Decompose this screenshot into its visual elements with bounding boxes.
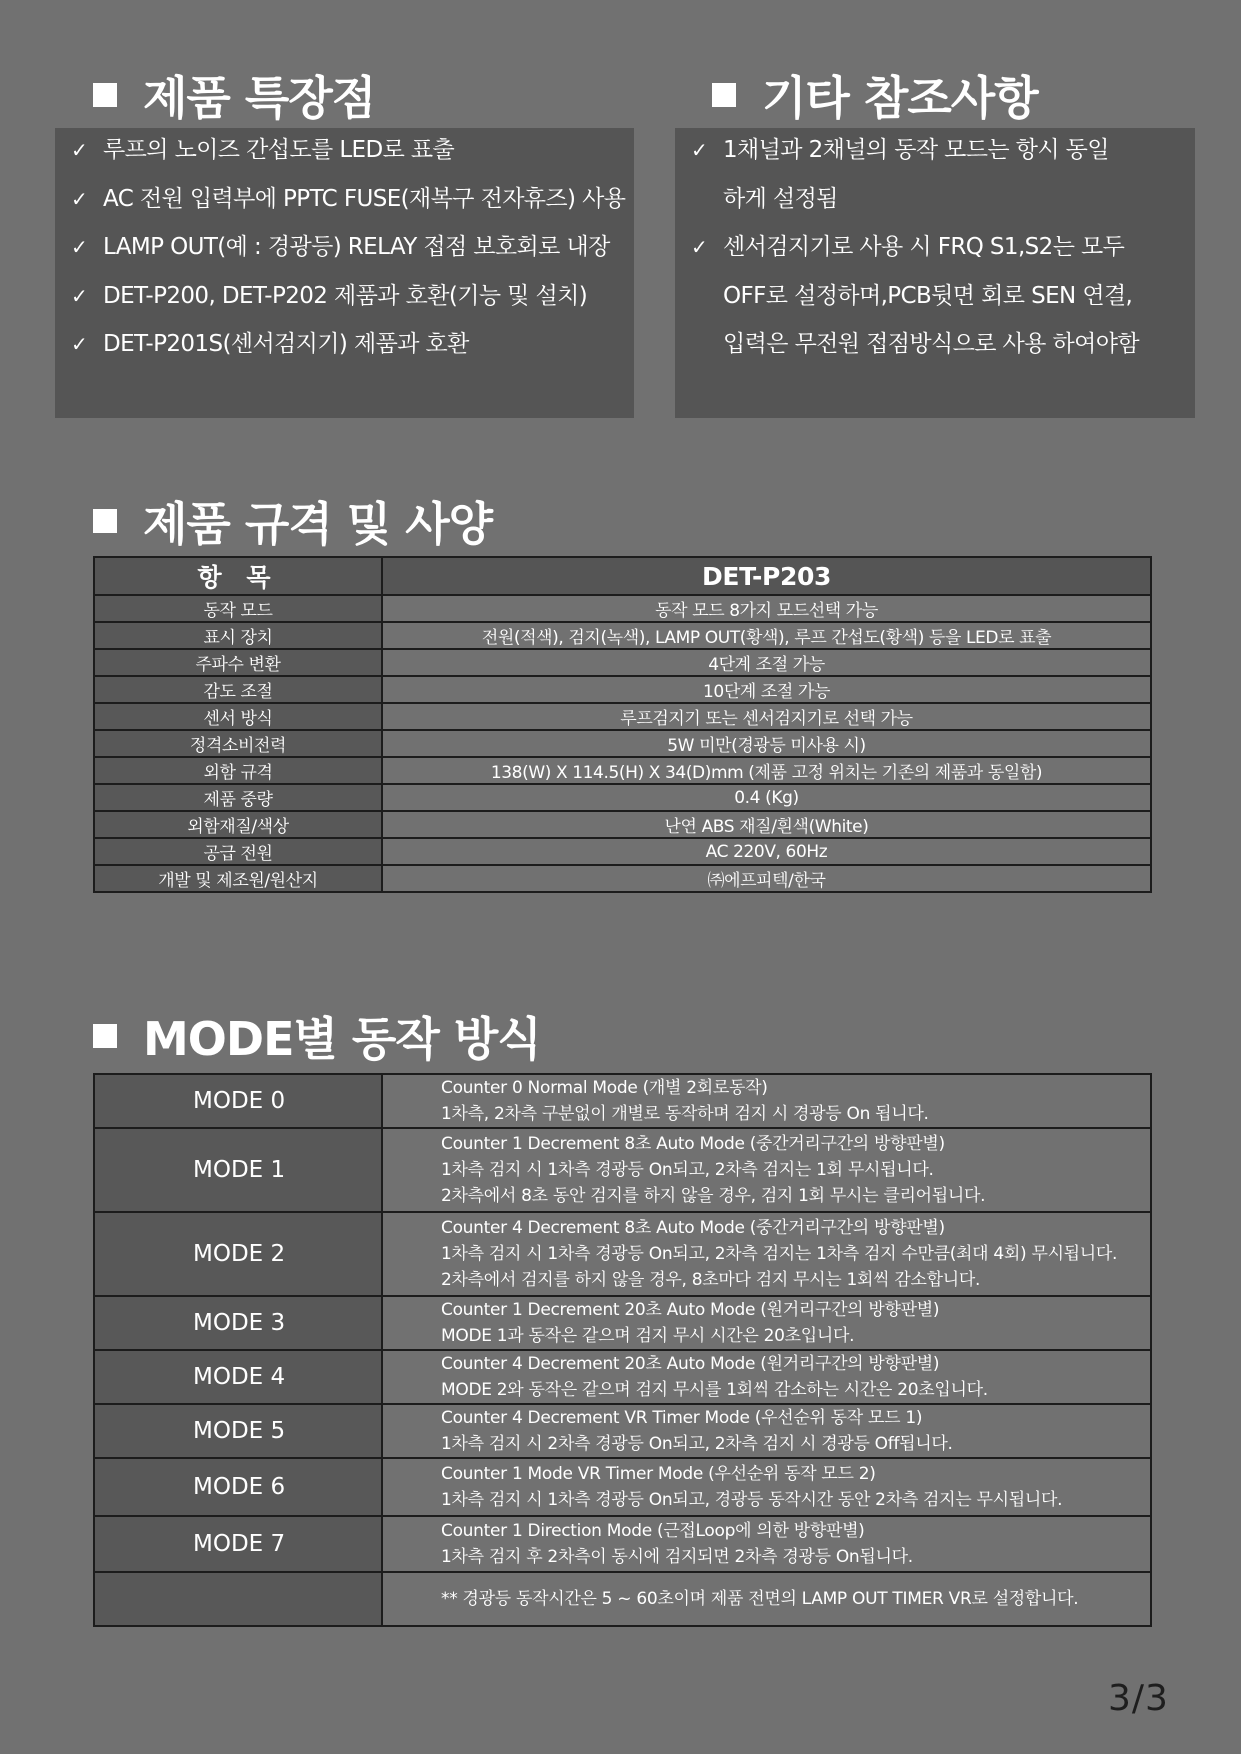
specs-value: 난연 ABS 재질/흰색(White) [382,811,1151,838]
feature-text: DET-P200, DET-P202 제품과 호환(기능 및 설치) [103,282,588,309]
mode-description-line: Counter 4 Decrement VR Timer Mode (우선순위 동작 모드 1) [441,1408,923,1428]
features-title: 제품 특장점 [143,71,376,125]
mode-row [94,1458,1151,1516]
specs-row [94,865,1151,892]
check-icon: ✓ [71,235,88,259]
specs-row [94,595,1151,622]
mode-label: MODE 0 [94,1074,382,1128]
mode-label: MODE 6 [94,1458,382,1516]
mode-description-line: Counter 1 Decrement 20초 Auto Mode (원거리구간의 방향판별) [441,1300,940,1320]
mode-description-line: ** 경광등 동작시간은 5 ~ 60초이며 제품 전면의 LAMP OUT TIMER VR로 설정합니다. [441,1589,1079,1609]
mode-description [382,1128,1151,1212]
mode-description-line: 1차측 검지 시 1차측 경광등 On되고, 2차측 검지는 1회 무시됩니다. [441,1160,934,1180]
mode-label: MODE 1 [94,1128,382,1212]
specs-header-label: 항 목 [94,557,382,595]
check-icon: ✓ [71,283,88,308]
mode-description-line: 1차측 검지 시 2차측 경광등 On되고, 2차측 검지 시 경광등 Off됩니다. [441,1434,953,1454]
specs-value: 루프검지기 또는 센서검지기로 선택 가능 [382,703,1151,730]
mode-description-line: 2차측에서 8초 동안 검지를 하지 않을 경우, 검지 1회 무시는 클리어됩니다. [441,1186,986,1206]
mode-label: MODE 2 [94,1212,382,1296]
mode-description [382,1516,1151,1572]
mode-label: MODE 5 [94,1404,382,1458]
square-bullet-icon [93,1024,117,1048]
mode-label [94,1572,382,1626]
mode-label: MODE 4 [94,1350,382,1404]
specs-label: 외함 규격 [94,757,382,784]
specs-label: 제품 중량 [94,784,382,811]
mode-description-line: 1차측 검지 시 1차측 경광등 On되고, 경광등 동작시간 동안 2차측 검지는 무시됩니다. [441,1490,1063,1510]
mode-description-line: Counter 1 Direction Mode (근접Loop에 의한 방향판별) [441,1521,865,1541]
mode-row [94,1516,1151,1572]
mode-description-line: 2차측에서 검지를 하지 않을 경우, 8초마다 검지 무시는 1회씩 감소합니다. [441,1270,981,1290]
modes-table [93,1073,1152,1627]
check-icon: ✓ [71,138,88,162]
specs-header-value: DET-P203 [382,557,1151,595]
specs-row [94,730,1151,757]
specs-label: 표시 장치 [94,622,382,649]
specs-label: 외함재질/색상 [94,811,382,838]
mode-description-line: MODE 1과 동작은 같으며 검지 무시 시간은 20초입니다. [441,1326,855,1346]
specs-label: 동작 모드 [94,595,382,622]
mode-description-line: Counter 4 Decrement 20초 Auto Mode (원거리구간의 방향판별) [441,1354,940,1374]
features-heading [93,62,375,128]
mode-description [382,1572,1151,1626]
mode-description-line: 1차측 검지 후 2차측이 동시에 검지되면 2차측 경광등 On됩니다. [441,1547,913,1567]
notes-heading [712,62,1038,128]
specs-label: 공급 전원 [94,838,382,865]
mode-description-line: Counter 1 Decrement 8초 Auto Mode (중간거리구간의 방향판별) [441,1134,945,1154]
specs-value: 5W 미만(경광등 미사용 시) [382,730,1151,757]
mode-description-line: Counter 0 Normal Mode (개별 2회로동작) [441,1078,768,1098]
specs-title: 제품 규격 및 사양 [143,497,493,551]
notes-title: 기타 참조사항 [762,71,1038,125]
feature-text: LAMP OUT(예 : 경광등) RELAY 접점 보호회로 내장 [103,234,610,260]
specs-header-row [94,557,1151,595]
specs-value: ㈜에프피텍/한국 [382,865,1151,892]
specs-label: 센서 방식 [94,703,382,730]
mode-description-line: 1차측 검지 시 1차측 경광등 On되고, 2차측 검지는 1차측 검지 수만큼(최대 4회) 무시됩니다. [441,1244,1118,1264]
mode-row [94,1296,1151,1350]
specs-value: 0.4 (Kg) [382,784,1151,811]
mode-description [382,1458,1151,1516]
check-icon: ✓ [691,235,708,259]
mode-row [94,1074,1151,1128]
specs-table [93,556,1152,893]
feature-text: DET-P201S(센서검지기) 제품과 호환 [103,331,469,357]
check-icon: ✓ [71,186,88,211]
note-text: 1채널과 2채널의 동작 모드는 항시 동일 [723,137,1109,163]
modes-heading [93,1003,541,1069]
specs-row [94,703,1151,730]
mode-description [382,1212,1151,1296]
specs-row [94,811,1151,838]
specs-heading [93,488,492,554]
specs-value: 전원(적색), 검지(녹색), LAMP OUT(황색), 루프 간섭도(황색) 등을 LED로 표출 [382,622,1151,649]
mode-row [94,1404,1151,1458]
specs-value: 10단계 조절 가능 [382,676,1151,703]
square-bullet-icon [93,509,117,533]
specs-label: 감도 조절 [94,676,382,703]
mode-row [94,1212,1151,1296]
note-text: 센서검지기로 사용 시 FRQ S1,S2는 모두 [723,234,1125,260]
specs-value: 동작 모드 8가지 모드선택 가능 [382,595,1151,622]
square-bullet-icon [712,83,736,107]
specs-value: 138(W) X 114.5(H) X 34(D)mm (제품 고정 위치는 기존의 제품과 동일함) [382,757,1151,784]
specs-row [94,838,1151,865]
note-text: 하게 설정됨 [723,185,838,212]
notes-box [675,128,1195,418]
check-icon: ✓ [691,138,708,162]
specs-label: 주파수 변환 [94,649,382,676]
specs-row [94,757,1151,784]
specs-label: 개발 및 제조원/원산지 [94,865,382,892]
mode-label: MODE 3 [94,1296,382,1350]
feature-text: 루프의 노이즈 간섭도를 LED로 표출 [103,137,455,163]
mode-row [94,1350,1151,1404]
note-text: OFF로 설정하며,PCB뒷면 회로 SEN 연결, [723,282,1133,309]
page-number: 3/3 [1108,1678,1169,1719]
modes-title: MODE별 동작 방식 [143,1012,541,1066]
specs-value: AC 220V, 60Hz [382,838,1151,865]
specs-row [94,649,1151,676]
mode-description [382,1296,1151,1350]
mode-description-line: Counter 4 Decrement 8초 Auto Mode (중간거리구간의 방향판별) [441,1218,945,1238]
mode-description [382,1074,1151,1128]
specs-value: 4단계 조절 가능 [382,649,1151,676]
feature-text: AC 전원 입력부에 PPTC FUSE(재복구 전자휴즈) 사용 [103,185,626,212]
specs-row [94,676,1151,703]
mode-description [382,1404,1151,1458]
mode-description-line: Counter 1 Mode VR Timer Mode (우선순위 동작 모드 2) [441,1464,876,1484]
specs-row [94,784,1151,811]
mode-label: MODE 7 [94,1516,382,1572]
square-bullet-icon [93,83,117,107]
specs-label: 정격소비전력 [94,730,382,757]
mode-row [94,1572,1151,1626]
check-icon: ✓ [71,332,88,356]
mode-description [382,1350,1151,1404]
note-text: 입력은 무전원 접점방식으로 사용 하여야함 [723,331,1139,357]
specs-row [94,622,1151,649]
mode-description-line: 1차측, 2차측 구분없이 개별로 동작하며 검지 시 경광등 On 됩니다. [441,1104,929,1124]
features-box [55,128,634,418]
mode-description-line: MODE 2와 동작은 같으며 검지 무시를 1회씩 감소하는 시간은 20초입니다. [441,1380,988,1400]
mode-row [94,1128,1151,1212]
